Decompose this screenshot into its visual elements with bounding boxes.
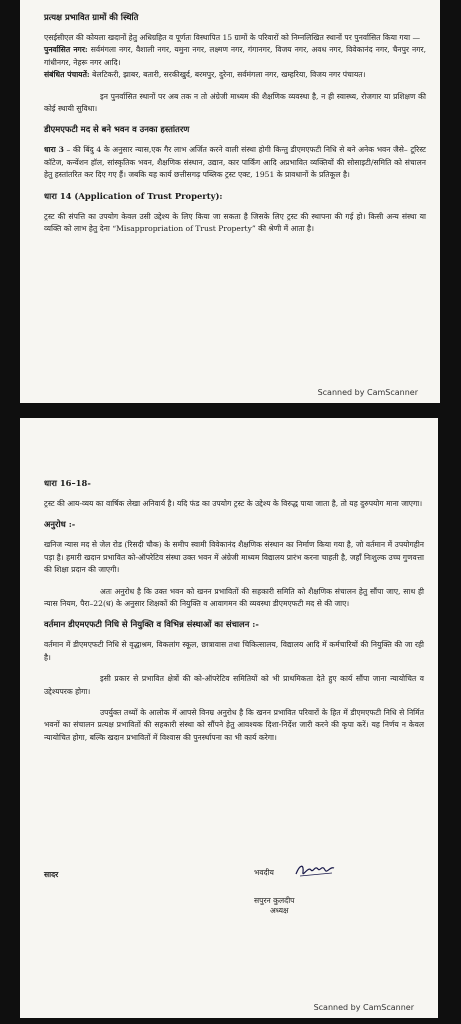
current-appointments-text-1: वर्तमान में डीएमएफटी निधि से वृद्धाश्रम, विकलांग स्कूल, छात्रावास तथा चिकित्सालय, विद्यालय आदि में कर्मचारियों की नियुक्ति की जा रही है। <box>44 640 424 662</box>
heading-affected-villages: प्रत्यक्ष प्रभावित ग्रामों की स्थिति <box>44 12 139 22</box>
current-appointments-heading: वर्तमान डीएमएफटी निधि से नियुक्ति व विभिन्न संस्थाओं का संचालन :- <box>44 619 259 630</box>
sadar-salutation: सादर <box>44 870 59 879</box>
section-14-heading: धारा 14 (Application of Trust Property): <box>44 190 223 201</box>
bhavdiya-label: भवदीय <box>254 868 274 877</box>
request-heading: अनुरोध :- <box>44 519 76 530</box>
signer-title: अध्यक्ष <box>270 906 289 915</box>
closing-paragraph: उपर्युक्त तथ्यों के आलोक में आपसे विनम्र अनुरोध है कि खनन प्रभावित परिवारों के हित में डीएमएफटी निधि से निर्मित भवनों का संचालन प्रत्यक्ष प्रभावितों की सहकारी संस्था को सौंपने हेतु आवश्यक दिशा-निर्देश जारी करने की कृपा करें। यह निर्णय न केवल न्यायोचित होगा, बल्कि खदान प्रभावितों में विश्वास की पुनर्स्थापना का भी कार्य करेगा। <box>44 708 424 742</box>
rehab-towns-line <box>44 44 426 69</box>
rehab-towns-text: सर्वमंगला नगर, वैशाली नगर, यमुना नगर, लक्ष्मण नगर, गंगानगर, विजय नगर, अवध नगर, विवेकानंद नगर, चैनपुर नगर, गांधीनगर, नेहरू नगर आदि। <box>44 45 427 67</box>
handwritten-signature <box>294 860 338 882</box>
section-16-text: ट्रस्ट की आय-व्यय का वार्षिक लेखा अनिवार्य है। यदि फंड का उपयोग ट्रस्ट के उद्देश्य के विरुद्ध पाया जाता है, तो यह दुरुपयोग माना जाएगा। <box>44 499 423 508</box>
section-3-label: धारा 3 <box>44 145 64 155</box>
section-14-text: ट्रस्ट की संपत्ति का उपयोग केवल उसी उद्देश्य के लिए किया जा सकता है जिसके लिए ट्रस्ट की स्थापना की गई हो। किसी अन्य संस्था या व्यक्ति को लाभ हेतु देना “Misappropriation of Trust Property” की श्रेणी में आता है। <box>44 211 426 234</box>
signer-name: सपुरन कुलदीप <box>254 896 295 905</box>
para-no-facilities: इन पुनर्वासित स्थानों पर अब तक न तो अंग्रेजी माध्यम की शैक्षणिक व्यवस्था है, न ही स्वास्थ्य, रोजगार या प्रशिक्षण की कोई स्थायी सुविधा। <box>44 91 426 114</box>
heading-dmft-buildings: डीएमएफटी मद से बने भवन व उनका हस्तांतरण <box>44 124 190 135</box>
section-3-text: – की बिंदु 4 के अनुसार न्यास,एक गैर लाभ अर्जित करने वाली संस्था होगी किन्तु डीएमएफटी निधि से बने अनेक भवन जैसे– टूरिस्ट कॉटेज, कन्वेंशन हॉल, सांस्कृतिक भवन, शैक्षणिक संस्थान, उद्यान, कार पार्किंग आदि अप्रभावित व्यक्तियों की सोसाइटी/समिति को संचालन हेतु हस्तांतरित कर दिए गए हैं। जबकि यह कार्य छत्तीसगढ़ पब्लिक ट्रस्ट एक्ट, 1951 के प्रावधानों के प्रतिकूल है। <box>44 145 427 180</box>
panchayat-label: संबंधित पंचायतें: <box>44 70 90 80</box>
panchayat-text: बेलटिकरी, झाबर, बतारी, सरकीखुर्द, बरमपुर, दुरेना, सर्वमंगला नगर, खम्हरिया, विजय नगर पंचायत। <box>92 70 366 80</box>
request-paragraph-1: खनिज न्यास मद से जेल रोड (रिसदी चौक) के समीप स्वामी विवेकानंद शैक्षणिक संस्थान का निर्माण किया गया है, जो वर्तमान में उपयोगहीन पड़ा है। हमारी खदान प्रभावित को-ऑपरेटिव संस्था उक्त भवन में अंग्रेजी माध्यम विद्यालय प्रारंभ करना चाहती है, जहाँ निःशुल्क उच्च गुणवत्ता की शिक्षा प्रदान की जाएगी। <box>44 540 424 575</box>
rehab-towns-label: पुनर्वासित नगर: <box>44 45 88 55</box>
request-paragraph-2: अतः अनुरोध है कि उक्त भवन को खनन प्रभावितों की सहकारी समिति को शैक्षणिक संचालन हेतु सौंपा जाए, साथ ही न्यास नियम, पैरा–22(ध) के अनुसार शिक्षकों की नियुक्ति व आवागमन की व्यवस्था डीएमएफटी मद से की जाए। <box>44 586 424 609</box>
camscanner-watermark-2: Scanned by CamScanner <box>313 1003 414 1012</box>
letter-page-1 <box>20 0 440 403</box>
section-16-heading: धारा 16–18- <box>44 478 91 488</box>
letter-page-2 <box>20 418 438 1018</box>
panchayat-line <box>44 69 426 81</box>
current-appointments-text-2: इसी प्रकार से प्रभावित क्षेत्रों की को-ऑपरेटिव समितियों को भी प्राथमिकता देते हुए कार्य सौंपा जाना न्यायोचित व उद्देश्यपरक होगा। <box>44 674 424 696</box>
para-rehabilitation-intro: एसईसीएल की कोयला खदानों हेतु अधिग्रहित व पूर्णतः विस्थापित 15 ग्रामों के परिवारों को निम्नलिखित स्थानों पर पुनर्वासित किया गया — <box>44 33 421 42</box>
camscanner-watermark: Scanned by CamScanner <box>317 388 418 397</box>
section-3-paragraph <box>44 144 426 181</box>
signature-block <box>254 868 384 916</box>
